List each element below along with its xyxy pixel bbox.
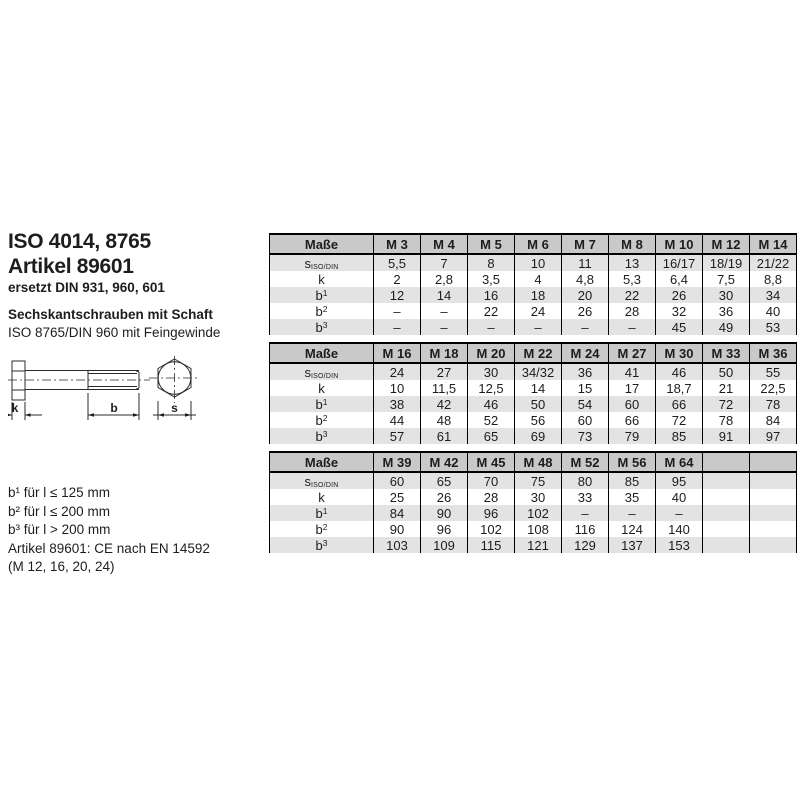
value-cell: 24	[374, 363, 421, 380]
size-column-header: M 12	[703, 234, 750, 254]
size-column-header: M 52	[562, 452, 609, 472]
value-cell: 12,5	[468, 380, 515, 396]
bolt-side-view	[8, 361, 150, 400]
value-cell: 16	[468, 287, 515, 303]
table-row	[270, 505, 797, 521]
value-cell: 72	[656, 412, 703, 428]
value-cell	[750, 505, 797, 521]
size-column-header: M 48	[515, 452, 562, 472]
value-cell: 121	[515, 537, 562, 553]
row-label-cell: $s_{ISO/DIN}$	[270, 254, 374, 271]
value-cell: 30	[468, 363, 515, 380]
value-cell: 26	[421, 489, 468, 505]
bolt-end-view	[149, 356, 200, 403]
value-cell: 69	[515, 428, 562, 444]
table-row	[270, 472, 797, 489]
size-column-header: M 6	[515, 234, 562, 254]
row-label-cell: $b^2$	[270, 521, 374, 537]
size-column-header: M 8	[609, 234, 656, 254]
page-title-line2: Artikel 89601	[8, 255, 134, 278]
value-cell: 24	[515, 303, 562, 319]
value-cell: 50	[515, 396, 562, 412]
value-cell: 28	[468, 489, 515, 505]
value-cell	[703, 505, 750, 521]
value-cell: 44	[374, 412, 421, 428]
size-column-header: M 33	[703, 343, 750, 363]
value-cell: 10	[515, 254, 562, 271]
value-cell: 45	[656, 319, 703, 335]
value-cell: 140	[656, 521, 703, 537]
tables-region	[269, 233, 797, 560]
size-column-header: M 45	[468, 452, 515, 472]
table-row	[270, 412, 797, 428]
table-row	[270, 489, 797, 505]
value-cell: 14	[421, 287, 468, 303]
value-cell: 13	[609, 254, 656, 271]
row-label-cell: $b^1$	[270, 396, 374, 412]
value-cell: 34	[750, 287, 797, 303]
table-row	[270, 254, 797, 271]
table-row	[270, 303, 797, 319]
value-cell: 70	[468, 472, 515, 489]
value-cell: 109	[421, 537, 468, 553]
table-row	[270, 363, 797, 380]
value-cell: –	[374, 319, 421, 335]
size-column-header: M 39	[374, 452, 421, 472]
value-cell	[750, 489, 797, 505]
masse-header: Maße	[270, 343, 374, 363]
value-cell: 33	[562, 489, 609, 505]
value-cell: 40	[750, 303, 797, 319]
value-cell: 22,5	[750, 380, 797, 396]
size-column-header: M 7	[562, 234, 609, 254]
value-cell	[703, 472, 750, 489]
value-cell: 46	[656, 363, 703, 380]
value-cell: 4,8	[562, 271, 609, 287]
footnote-b3: b³ für l > 200 mm	[8, 522, 111, 537]
value-cell	[703, 521, 750, 537]
size-column-header: M 56	[609, 452, 656, 472]
value-cell: 80	[562, 472, 609, 489]
value-cell: 84	[374, 505, 421, 521]
value-cell: 95	[656, 472, 703, 489]
masse-header: Maße	[270, 234, 374, 254]
value-cell: 90	[421, 505, 468, 521]
footnote-b2: b² für l ≤ 200 mm	[8, 503, 110, 519]
value-cell: 66	[656, 396, 703, 412]
value-cell: –	[656, 505, 703, 521]
footnote-b1: b¹ für l ≤ 125 mm	[8, 485, 110, 500]
page-title-line1: ISO 4014, 8765	[8, 230, 151, 253]
value-cell: 21/22	[750, 254, 797, 271]
size-column-header: M 20	[468, 343, 515, 363]
size-column-header: M 22	[515, 343, 562, 363]
footnote-ce-sizes: (M 12, 16, 20, 24)	[8, 559, 115, 574]
row-label-cell: k	[270, 380, 374, 396]
footnote-ce: Artikel 89601: CE nach EN 14592	[8, 540, 210, 556]
value-cell: 32	[656, 303, 703, 319]
value-cell: 18,7	[656, 380, 703, 396]
value-cell: 26	[656, 287, 703, 303]
value-cell: 115	[468, 537, 515, 553]
value-cell: 79	[609, 428, 656, 444]
value-cell: –	[421, 303, 468, 319]
row-label-cell: $b^1$	[270, 505, 374, 521]
dimension-s	[153, 401, 196, 420]
table-row	[270, 396, 797, 412]
value-cell: 36	[562, 363, 609, 380]
value-cell: –	[515, 319, 562, 335]
size-column-header: M 14	[750, 234, 797, 254]
value-cell: 40	[656, 489, 703, 505]
value-cell: 20	[562, 287, 609, 303]
row-label-cell: $s_{ISO/DIN}$	[270, 363, 374, 380]
value-cell	[750, 537, 797, 553]
row-label-cell: $b^3$	[270, 537, 374, 553]
value-cell: –	[562, 505, 609, 521]
size-column-header: M 27	[609, 343, 656, 363]
value-cell: 36	[703, 303, 750, 319]
value-cell: 42	[421, 396, 468, 412]
size-column-header: M 4	[421, 234, 468, 254]
value-cell: 18/19	[703, 254, 750, 271]
empty-column-header	[703, 452, 750, 472]
dimensions-table-2	[269, 342, 797, 444]
value-cell: 85	[609, 472, 656, 489]
value-cell: 54	[562, 396, 609, 412]
size-column-header: M 30	[656, 343, 703, 363]
value-cell: 91	[703, 428, 750, 444]
value-cell: 21	[703, 380, 750, 396]
value-cell: 49	[703, 319, 750, 335]
row-label-cell: $b^3$	[270, 319, 374, 335]
dimensions-table-1	[269, 233, 797, 335]
value-cell: 7	[421, 254, 468, 271]
row-label-cell: $b^1$	[270, 287, 374, 303]
value-cell: 55	[750, 363, 797, 380]
value-cell: 41	[609, 363, 656, 380]
row-label-cell: $b^3$	[270, 428, 374, 444]
value-cell: 22	[468, 303, 515, 319]
value-cell: 96	[421, 521, 468, 537]
value-cell: 57	[374, 428, 421, 444]
table-header-row	[270, 234, 797, 254]
value-cell: 90	[374, 521, 421, 537]
value-cell: 34/32	[515, 363, 562, 380]
value-cell: 85	[656, 428, 703, 444]
table-row	[270, 521, 797, 537]
value-cell: 25	[374, 489, 421, 505]
value-cell: 102	[468, 521, 515, 537]
value-cell: 53	[750, 319, 797, 335]
value-cell	[703, 489, 750, 505]
value-cell: 6,4	[656, 271, 703, 287]
value-cell: 5,3	[609, 271, 656, 287]
value-cell: –	[374, 303, 421, 319]
table-header-row	[270, 343, 797, 363]
empty-column-header	[750, 452, 797, 472]
value-cell: 10	[374, 380, 421, 396]
value-cell: 116	[562, 521, 609, 537]
table-row	[270, 271, 797, 287]
dimension-k	[8, 401, 42, 420]
bolt-drawing	[8, 356, 208, 432]
value-cell: 30	[515, 489, 562, 505]
value-cell: 84	[750, 412, 797, 428]
value-cell: –	[609, 319, 656, 335]
page-title	[8, 229, 151, 279]
value-cell: 50	[703, 363, 750, 380]
value-cell: 103	[374, 537, 421, 553]
value-cell: 35	[609, 489, 656, 505]
row-label-cell: k	[270, 489, 374, 505]
value-cell: –	[562, 319, 609, 335]
product-variant: ISO 8765/DIN 960 mit Feingewinde	[8, 325, 221, 340]
value-cell: 38	[374, 396, 421, 412]
value-cell: 46	[468, 396, 515, 412]
value-cell: 129	[562, 537, 609, 553]
value-cell: 66	[609, 412, 656, 428]
value-cell: 96	[468, 505, 515, 521]
value-cell: 17	[609, 380, 656, 396]
footnotes	[8, 484, 210, 577]
value-cell: 2,8	[421, 271, 468, 287]
value-cell: 5,5	[374, 254, 421, 271]
value-cell: 30	[703, 287, 750, 303]
value-cell: 60	[562, 412, 609, 428]
value-cell: –	[468, 319, 515, 335]
row-label-cell: $s_{ISO/DIN}$	[270, 472, 374, 489]
value-cell: 28	[609, 303, 656, 319]
value-cell: 8	[468, 254, 515, 271]
value-cell: 22	[609, 287, 656, 303]
value-cell: 65	[421, 472, 468, 489]
value-cell: 4	[515, 271, 562, 287]
size-column-header: M 5	[468, 234, 515, 254]
value-cell: 56	[515, 412, 562, 428]
value-cell: 78	[703, 412, 750, 428]
value-cell: 11	[562, 254, 609, 271]
value-cell: 11,5	[421, 380, 468, 396]
size-column-header: M 64	[656, 452, 703, 472]
value-cell: 102	[515, 505, 562, 521]
dimension-b-label: b	[110, 401, 118, 415]
value-cell: 97	[750, 428, 797, 444]
value-cell: 60	[374, 472, 421, 489]
value-cell: 12	[374, 287, 421, 303]
masse-header: Maße	[270, 452, 374, 472]
size-column-header: M 10	[656, 234, 703, 254]
table-row	[270, 428, 797, 444]
table-header-row	[270, 452, 797, 472]
value-cell: 52	[468, 412, 515, 428]
dimension-k-label: k	[11, 401, 19, 415]
value-cell: 14	[515, 380, 562, 396]
product-name: Sechskantschrauben mit Schaft	[8, 307, 213, 322]
bolt-drawing-svg	[8, 356, 208, 432]
value-cell: 73	[562, 428, 609, 444]
value-cell: 108	[515, 521, 562, 537]
dimension-s-label: s	[171, 401, 178, 415]
value-cell: 26	[562, 303, 609, 319]
value-cell: 7,5	[703, 271, 750, 287]
value-cell: 78	[750, 396, 797, 412]
value-cell: 72	[703, 396, 750, 412]
table-row	[270, 287, 797, 303]
size-column-header: M 16	[374, 343, 421, 363]
value-cell: 2	[374, 271, 421, 287]
value-cell: 75	[515, 472, 562, 489]
value-cell: –	[421, 319, 468, 335]
row-label-cell: $b^2$	[270, 412, 374, 428]
size-column-header: M 42	[421, 452, 468, 472]
value-cell	[750, 472, 797, 489]
value-cell: 8,8	[750, 271, 797, 287]
size-column-header: M 3	[374, 234, 421, 254]
value-cell: 16/17	[656, 254, 703, 271]
row-label-cell: k	[270, 271, 374, 287]
value-cell: 27	[421, 363, 468, 380]
value-cell: 65	[468, 428, 515, 444]
value-cell: 61	[421, 428, 468, 444]
value-cell: 18	[515, 287, 562, 303]
dimension-b	[88, 393, 139, 420]
value-cell: 48	[421, 412, 468, 428]
dimensions-table-3	[269, 451, 797, 553]
table-row	[270, 319, 797, 335]
value-cell: –	[609, 505, 656, 521]
value-cell	[703, 537, 750, 553]
table-row	[270, 380, 797, 396]
value-cell: 153	[656, 537, 703, 553]
table-row	[270, 537, 797, 553]
value-cell: 137	[609, 537, 656, 553]
replaces-din-note: ersetzt DIN 931, 960, 601	[8, 280, 165, 295]
value-cell: 124	[609, 521, 656, 537]
value-cell: 3,5	[468, 271, 515, 287]
size-column-header: M 18	[421, 343, 468, 363]
row-label-cell: $b^2$	[270, 303, 374, 319]
size-column-header: M 24	[562, 343, 609, 363]
value-cell: 15	[562, 380, 609, 396]
value-cell: 60	[609, 396, 656, 412]
value-cell	[750, 521, 797, 537]
size-column-header: M 36	[750, 343, 797, 363]
